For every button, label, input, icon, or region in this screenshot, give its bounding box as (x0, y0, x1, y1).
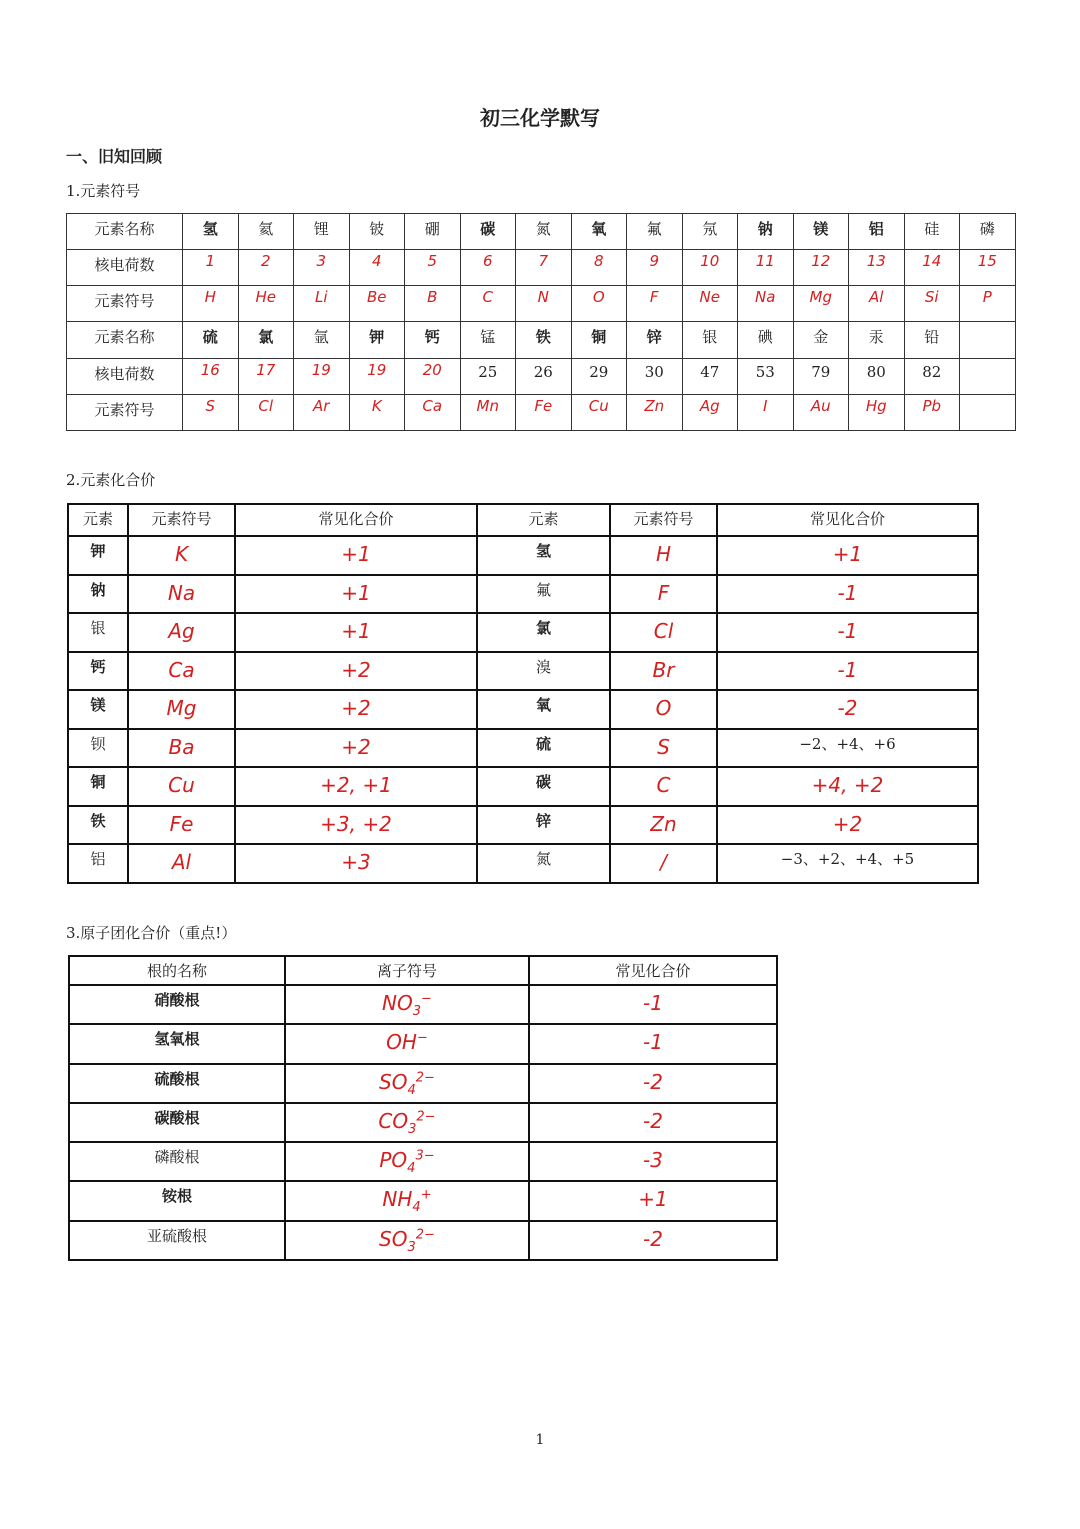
valence-value (235, 613, 477, 652)
ion-subscript: 3 (412, 1004, 422, 1020)
element-symbol (128, 652, 235, 691)
radical-header-row (69, 956, 777, 985)
handwritten-valence: -1 (837, 580, 858, 605)
handwritten-valence: -3 (643, 1148, 663, 1173)
valence-value (235, 844, 477, 883)
element-symbol-cell: N (516, 286, 572, 322)
valence-row (68, 729, 978, 768)
element-symbol-cell: S (183, 394, 239, 430)
element-symbol-cell: Be (349, 286, 405, 322)
column-header: 常见化合价 (717, 504, 978, 536)
ion-base: OH (386, 1030, 417, 1055)
valence-value (529, 1024, 777, 1063)
element-row-numbers (67, 250, 1016, 286)
valence-header-row (68, 504, 978, 536)
element-name-cell: 氯 (238, 322, 294, 358)
valence-value (717, 575, 978, 614)
radical-name: 碳酸根 (69, 1103, 285, 1142)
element-symbol-cell: H (183, 286, 239, 322)
ion-charge: − (416, 1030, 428, 1046)
charge-number-cell (960, 358, 1016, 394)
handwritten-valence: +1 (832, 542, 863, 567)
element-symbol-cell: Si (904, 286, 960, 322)
q1-heading: 1.元素符号 (66, 182, 141, 200)
handwritten-valence: +3, +2 (320, 811, 392, 836)
element-name-cell: 磷 (960, 214, 1016, 250)
handwritten-ion (386, 1030, 428, 1058)
charge-number-cell: 79 (793, 358, 849, 394)
handwritten-valence: +2 (832, 811, 863, 836)
q2-heading: 2.元素化合价 (66, 471, 156, 489)
element-symbol-cell: Fe (516, 394, 572, 430)
section-heading: 一、旧知回顾 (66, 147, 163, 166)
handwritten-symbol: Al (171, 850, 192, 875)
element-symbol-cell: Cu (571, 394, 627, 430)
valence-value (717, 806, 978, 845)
element-name: 氯 (477, 613, 610, 652)
element-symbol-cell: Al (849, 286, 905, 322)
element-symbol-cell: Hg (849, 394, 905, 430)
charge-number-cell: 8 (571, 250, 627, 286)
ion-symbol (285, 1103, 529, 1142)
handwritten-valence: +2 (341, 657, 371, 682)
element-symbol (610, 844, 717, 883)
valence-value: −2、+4、+6 (717, 729, 978, 768)
element-name-cell: 银 (682, 322, 738, 358)
element-name-cell: 氩 (294, 322, 350, 358)
element-symbol-cell: He (238, 286, 294, 322)
charge-number-cell: 15 (960, 250, 1016, 286)
handwritten-ion (379, 1070, 435, 1098)
radical-row (69, 1181, 777, 1220)
handwritten-valence: -2 (643, 1108, 663, 1133)
element-symbol-cell: Na (738, 286, 794, 322)
element-name-cell: 碳 (460, 214, 516, 250)
element-name-cell: 金 (793, 322, 849, 358)
handwritten-valence: +2 (341, 696, 371, 721)
radical-row (69, 1142, 777, 1181)
element-symbol (128, 613, 235, 652)
element-symbol-cell: Li (294, 286, 350, 322)
element-symbol-cell: Cl (238, 394, 294, 430)
element-name: 氧 (477, 690, 610, 729)
element-name: 氢 (477, 536, 610, 575)
element-name-cell: 铝 (849, 214, 905, 250)
charge-number-cell: 25 (460, 358, 516, 394)
element-name: 氮 (477, 844, 610, 883)
valence-row (68, 767, 978, 806)
handwritten-valence: +1 (341, 542, 371, 567)
charge-number-cell: 1 (183, 250, 239, 286)
handwritten-valence: +1 (341, 619, 371, 644)
handwritten-symbol: S (657, 734, 670, 759)
row-label: 元素符号 (67, 286, 183, 322)
ion-symbol (285, 1142, 529, 1181)
charge-number-cell: 4 (349, 250, 405, 286)
handwritten-valence: -1 (643, 1030, 663, 1055)
page-number: 1 (535, 1432, 545, 1448)
handwritten-symbol: Zn (650, 811, 677, 836)
element-symbol-cell: Zn (627, 394, 683, 430)
element-symbol-cell: Ca (405, 394, 461, 430)
ion-subscript: 3 (407, 1239, 416, 1255)
ion-charge: 2− (415, 1070, 435, 1085)
handwritten-symbol: O (655, 696, 672, 721)
handwritten-symbol: K (174, 542, 189, 567)
handwritten-valence: +2 (341, 734, 371, 759)
element-symbol-cell: K (349, 394, 405, 430)
element-name-cell: 汞 (849, 322, 905, 358)
ion-base: NH (382, 1187, 413, 1212)
ion-charge: 2− (416, 1109, 436, 1125)
element-name-cell: 氖 (682, 214, 738, 250)
element-row-names (67, 322, 1016, 358)
element-symbol-cell: Ar (294, 394, 350, 430)
handwritten-ion (378, 1109, 435, 1137)
charge-number-cell: 6 (460, 250, 516, 286)
valence-value (235, 536, 477, 575)
valence-value (235, 767, 477, 806)
handwritten-valence: -2 (643, 1226, 663, 1251)
handwritten-valence: -2 (837, 696, 858, 721)
element-name: 钠 (68, 575, 128, 614)
handwritten-symbol: Br (652, 657, 675, 682)
column-header: 离子符号 (285, 956, 529, 985)
element-name: 镁 (68, 690, 128, 729)
column-header: 元素 (477, 504, 610, 536)
element-valence-table (67, 503, 979, 884)
element-name-cell: 硫 (183, 322, 239, 358)
column-header: 常见化合价 (529, 956, 777, 985)
handwritten-symbol: Mg (166, 696, 197, 721)
handwritten-valence: +2, +1 (320, 773, 392, 798)
element-name-cell: 氟 (627, 214, 683, 250)
handwritten-valence: +3 (341, 850, 371, 875)
element-symbol (128, 536, 235, 575)
ion-base: SO (379, 1069, 408, 1094)
element-name-cell: 镁 (793, 214, 849, 250)
element-symbol (610, 536, 717, 575)
element-name: 钙 (68, 652, 128, 691)
charge-number-cell: 9 (627, 250, 683, 286)
valence-value (529, 1142, 777, 1181)
charge-number-cell: 11 (738, 250, 794, 286)
element-symbol (610, 729, 717, 768)
column-header: 常见化合价 (235, 504, 477, 536)
valence-value (717, 613, 978, 652)
charge-number-cell: 17 (238, 358, 294, 394)
element-symbols-table (66, 213, 1016, 431)
handwritten-symbol: Cl (653, 619, 674, 644)
element-name: 铝 (68, 844, 128, 883)
charge-number-cell: 10 (682, 250, 738, 286)
element-name: 碳 (477, 767, 610, 806)
valence-value (235, 575, 477, 614)
charge-number-cell: 16 (183, 358, 239, 394)
charge-number-cell: 29 (571, 358, 627, 394)
element-symbol (610, 767, 717, 806)
element-name: 氟 (477, 575, 610, 614)
handwritten-symbol: C (656, 773, 671, 798)
row-label: 核电荷数 (67, 358, 183, 394)
handwritten-symbol: Cu (168, 773, 195, 798)
element-name-cell: 铍 (349, 214, 405, 250)
valence-value (529, 985, 777, 1024)
valence-value (717, 690, 978, 729)
valence-value (717, 652, 978, 691)
element-name: 铜 (68, 767, 128, 806)
element-name-cell (960, 322, 1016, 358)
handwritten-symbol: Ca (168, 657, 195, 682)
handwritten-symbol: / (660, 850, 667, 875)
element-name-cell: 硅 (904, 214, 960, 250)
handwritten-symbol: Fe (169, 811, 194, 836)
charge-number-cell: 19 (349, 358, 405, 394)
charge-number-cell: 5 (405, 250, 461, 286)
element-name: 溴 (477, 652, 610, 691)
element-symbol-cell: Ne (682, 286, 738, 322)
charge-number-cell: 3 (294, 250, 350, 286)
element-row-numbers (67, 358, 1016, 394)
element-symbol (128, 729, 235, 768)
radical-row (69, 1221, 777, 1260)
valence-row (68, 690, 978, 729)
handwritten-valence: -2 (643, 1069, 663, 1094)
ion-subscript: 3 (408, 1121, 417, 1137)
ion-charge: + (420, 1187, 432, 1203)
valence-row (68, 613, 978, 652)
element-name-cell: 钙 (405, 322, 461, 358)
charge-number-cell: 47 (682, 358, 738, 394)
element-symbol-cell: Mn (460, 394, 516, 430)
element-symbol (128, 690, 235, 729)
element-symbol-cell (960, 394, 1016, 430)
column-header: 根的名称 (69, 956, 285, 985)
q3-heading: 3.原子团化合价（重点!） (66, 924, 237, 942)
charge-number-cell: 80 (849, 358, 905, 394)
element-symbol-cell: P (960, 286, 1016, 322)
radical-row (69, 1064, 777, 1103)
element-symbol-cell: Mg (793, 286, 849, 322)
valence-value (529, 1181, 777, 1220)
element-name-cell: 锌 (627, 322, 683, 358)
valence-value (529, 1103, 777, 1142)
element-symbol-cell: O (571, 286, 627, 322)
charge-number-cell: 20 (405, 358, 461, 394)
element-name-cell: 氧 (571, 214, 627, 250)
element-symbol-cell: I (738, 394, 794, 430)
valence-row (68, 575, 978, 614)
element-name-cell: 氮 (516, 214, 572, 250)
charge-number-cell: 26 (516, 358, 572, 394)
element-symbol (610, 806, 717, 845)
element-symbol (610, 575, 717, 614)
ion-charge: 2− (415, 1227, 435, 1242)
element-symbol (128, 767, 235, 806)
handwritten-symbol: F (657, 580, 670, 605)
handwritten-symbol: Ba (168, 734, 195, 759)
ion-subscript: 4 (407, 1161, 416, 1177)
element-name-cell: 铜 (571, 322, 627, 358)
valence-value (235, 729, 477, 768)
element-symbol (610, 613, 717, 652)
element-symbol (128, 806, 235, 845)
handwritten-ion (379, 1148, 434, 1176)
valence-value (235, 690, 477, 729)
handwritten-valence: +4, +2 (811, 773, 884, 798)
page-title: 初三化学默写 (480, 106, 600, 130)
valence-value (529, 1064, 777, 1103)
element-name: 锌 (477, 806, 610, 845)
radical-row (69, 1024, 777, 1063)
radical-name: 氢氧根 (69, 1024, 285, 1063)
charge-number-cell: 12 (793, 250, 849, 286)
charge-number-cell: 13 (849, 250, 905, 286)
valence-value (717, 536, 978, 575)
radical-name: 亚硫酸根 (69, 1221, 285, 1260)
element-name-cell: 锂 (294, 214, 350, 250)
handwritten-symbol: Na (167, 580, 196, 605)
charge-number-cell: 2 (238, 250, 294, 286)
valence-value: −3、+2、+4、+5 (717, 844, 978, 883)
element-symbol (610, 652, 717, 691)
element-name-cell: 钠 (738, 214, 794, 250)
element-name: 钾 (68, 536, 128, 575)
handwritten-ion (382, 991, 432, 1019)
element-name: 钡 (68, 729, 128, 768)
handwritten-ion (379, 1227, 435, 1255)
element-name-cell: 钾 (349, 322, 405, 358)
handwritten-valence: +1 (341, 580, 371, 605)
ion-subscript: 4 (407, 1082, 416, 1098)
radical-name: 磷酸根 (69, 1142, 285, 1181)
handwritten-symbol: H (655, 542, 672, 567)
element-row-symbols (67, 286, 1016, 322)
row-label: 核电荷数 (67, 250, 183, 286)
element-symbol-cell: C (460, 286, 516, 322)
ion-symbol (285, 1221, 529, 1260)
element-name-cell: 硼 (405, 214, 461, 250)
row-label: 元素名称 (67, 322, 183, 358)
element-name-cell: 碘 (738, 322, 794, 358)
column-header: 元素 (68, 504, 128, 536)
ion-subscript: 4 (412, 1200, 421, 1216)
element-name-cell: 氢 (183, 214, 239, 250)
handwritten-symbol: Ag (168, 619, 195, 644)
element-name-cell: 铅 (904, 322, 960, 358)
charge-number-cell: 14 (904, 250, 960, 286)
charge-number-cell: 53 (738, 358, 794, 394)
ion-symbol (285, 1024, 529, 1063)
handwritten-ion (382, 1187, 431, 1215)
element-name-cell: 锰 (460, 322, 516, 358)
charge-number-cell: 19 (294, 358, 350, 394)
column-header: 元素符号 (610, 504, 717, 536)
valence-row (68, 844, 978, 883)
valence-row (68, 806, 978, 845)
handwritten-valence: -1 (643, 991, 663, 1016)
ion-symbol (285, 1064, 529, 1103)
ion-base: PO (379, 1148, 408, 1173)
element-symbol (610, 690, 717, 729)
element-name: 银 (68, 613, 128, 652)
charge-number-cell: 82 (904, 358, 960, 394)
column-header: 元素符号 (128, 504, 235, 536)
radical-name: 硝酸根 (69, 985, 285, 1024)
element-row-names (67, 214, 1016, 250)
charge-number-cell: 30 (627, 358, 683, 394)
element-symbol-cell: Ag (682, 394, 738, 430)
row-label: 元素符号 (67, 394, 183, 430)
valence-value (717, 767, 978, 806)
valence-row (68, 536, 978, 575)
radical-name: 硫酸根 (69, 1064, 285, 1103)
valence-value (529, 1221, 777, 1260)
element-symbol-cell: Au (793, 394, 849, 430)
element-symbol (128, 575, 235, 614)
ion-base: SO (379, 1226, 408, 1251)
element-symbol-cell: B (405, 286, 461, 322)
element-symbol-cell: F (627, 286, 683, 322)
ion-charge: − (421, 991, 432, 1007)
ion-symbol (285, 1181, 529, 1220)
radical-name: 铵根 (69, 1181, 285, 1220)
ion-base: NO (382, 991, 413, 1016)
radical-valence-table (68, 955, 778, 1261)
valence-row (68, 652, 978, 691)
radical-row (69, 985, 777, 1024)
element-symbol (128, 844, 235, 883)
handwritten-valence: -1 (837, 619, 858, 644)
valence-value (235, 806, 477, 845)
element-name: 铁 (68, 806, 128, 845)
element-row-symbols (67, 394, 1016, 430)
element-symbol-cell: Pb (904, 394, 960, 430)
handwritten-valence: +1 (638, 1187, 668, 1212)
charge-number-cell: 7 (516, 250, 572, 286)
ion-charge: 3− (415, 1148, 435, 1164)
ion-symbol (285, 985, 529, 1024)
ion-base: CO (378, 1108, 409, 1133)
handwritten-valence: -1 (837, 657, 858, 682)
valence-value (235, 652, 477, 691)
element-name: 硫 (477, 729, 610, 768)
element-name-cell: 氦 (238, 214, 294, 250)
element-name-cell: 铁 (516, 322, 572, 358)
radical-row (69, 1103, 777, 1142)
row-label: 元素名称 (67, 214, 183, 250)
